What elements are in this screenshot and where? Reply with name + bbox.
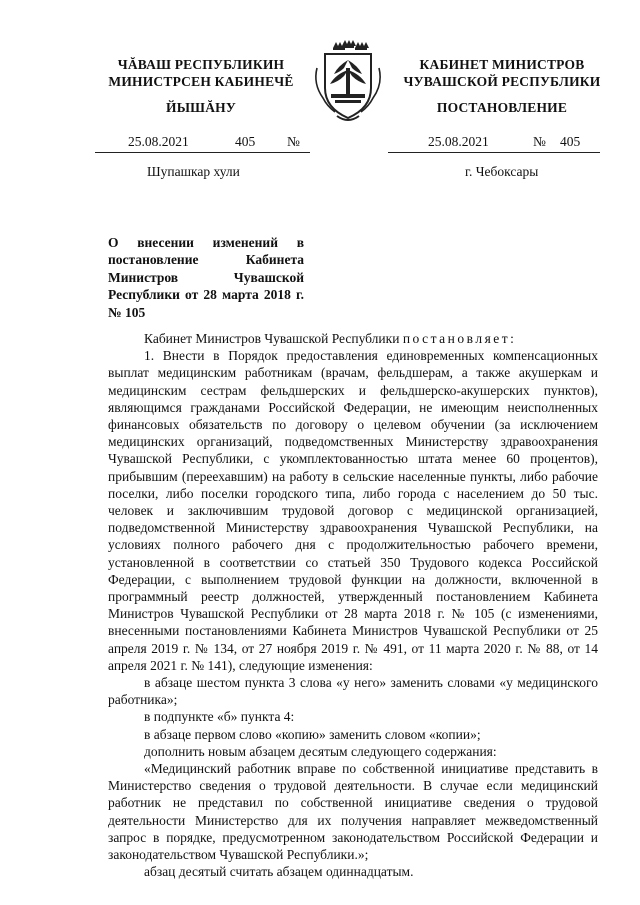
right-doc-type: ПОСТАНОВЛЕНИЕ bbox=[436, 100, 568, 115]
left-org-name: ЧĂВАШ РЕСПУБЛИКИН МИНИСТРСЕН КАБИНЕЧĚ bbox=[108, 57, 294, 89]
right-city: г. Чебоксары bbox=[465, 164, 539, 179]
document-body bbox=[108, 330, 598, 881]
right-number: 405 bbox=[560, 134, 581, 149]
body-paragraph: дополнить новым абзацем десятым следующего содержания: bbox=[144, 743, 497, 759]
body-paragraph: 1. Внести в Порядок предоставления единовременных компенсационных выплат медицинским работникам (врачам, фельдшерам, а также акушеркам и медицинским сестрам фельдшерских и фельдшерско-акушерских пунктов), являющимся гражданами Российской Федерации, не имеющим неисполненных финансовых обязательств по договору о целевом обучении (за исключением медицинских организаций, подведомственных Министерству здравоохранения Чувашской Республики, с укомплектованностью штата менее 60 процентов), прибывшим (переехавшим) на работу в сельские населенные пункты, либо рабочие поселки, либо поселки городского типа, либо города с населением до 50 тыс. человек и заключившим трудовой договор с медицинской организацией, подведомственной Министерству здравоохранения Чувашской Республики, на условиях полного рабочего дня с продолжительностью рабочего времени, установленной в соответствии со статьей 350 Трудового кодекса Российской Федерации, с выполнением трудовой функции на должности, включенной в программный реестр должностей, утвержденный постановлением Кабинета Министров Чувашской Республики от 28 марта 2018 г. № 105 (с изменениями, внесенными постановлениями Кабинета Министров Чувашской Республики от 25 апреля 2019 г. № 134, от 27 ноября 2019 г. № 491, от 11 марта 2020 г. № 88, от 14 апреля 2021 г. № 141), следующие изменения: bbox=[108, 348, 598, 673]
intro-paragraph bbox=[108, 330, 598, 347]
right-org-name: КАБИНЕТ МИНИСТРОВ ЧУВАШСКОЙ РЕСПУБЛИКИ bbox=[403, 57, 601, 89]
left-city: Шупашкар хули bbox=[147, 164, 240, 179]
left-date: 25.08.2021 bbox=[128, 134, 189, 149]
body-paragraph: в абзаце первом слово «копию» заменить словом «копии»; bbox=[144, 726, 481, 742]
left-number-sign: № bbox=[287, 134, 300, 149]
right-number-sign: № bbox=[533, 134, 546, 149]
left-doc-type: ЙЫШĂНУ bbox=[166, 100, 236, 115]
chuvash-coat-of-arms-icon bbox=[311, 38, 385, 128]
left-date-line bbox=[95, 134, 310, 153]
document-subject: О внесении изменений в постановление Кабинета Министров Чувашской Республики от 28 марта 2018 г. № 105 bbox=[108, 235, 304, 320]
body-paragraph: абзац десятый считать абзацем одиннадцатым. bbox=[144, 864, 414, 880]
intro-lead: Кабинет Министров Чувашской Республики bbox=[144, 331, 403, 346]
body-paragraph: в подпункте «б» пункта 4: bbox=[144, 709, 295, 725]
right-date: 25.08.2021 bbox=[428, 134, 489, 149]
left-number: 405 bbox=[235, 134, 256, 149]
body-paragraph: в абзаце шестом пункта 3 слова «у него» заменить словами «у медицинского работника»; bbox=[108, 675, 598, 708]
intro-decree-word: постановляет: bbox=[402, 331, 517, 346]
body-paragraph: «Медицинский работник вправе по собственной инициативе представить в Министерство сведения о трудовой деятельности. В случае если медицинский работник не представил по собственной инициативе сведения о трудовой деятельности Министерство для их получения направляет межведомственный запрос в порядке, предусмотренном законодательством Российской Федерации и законодательством Чувашской Республики.»; bbox=[108, 761, 598, 863]
right-date-line bbox=[388, 134, 600, 153]
